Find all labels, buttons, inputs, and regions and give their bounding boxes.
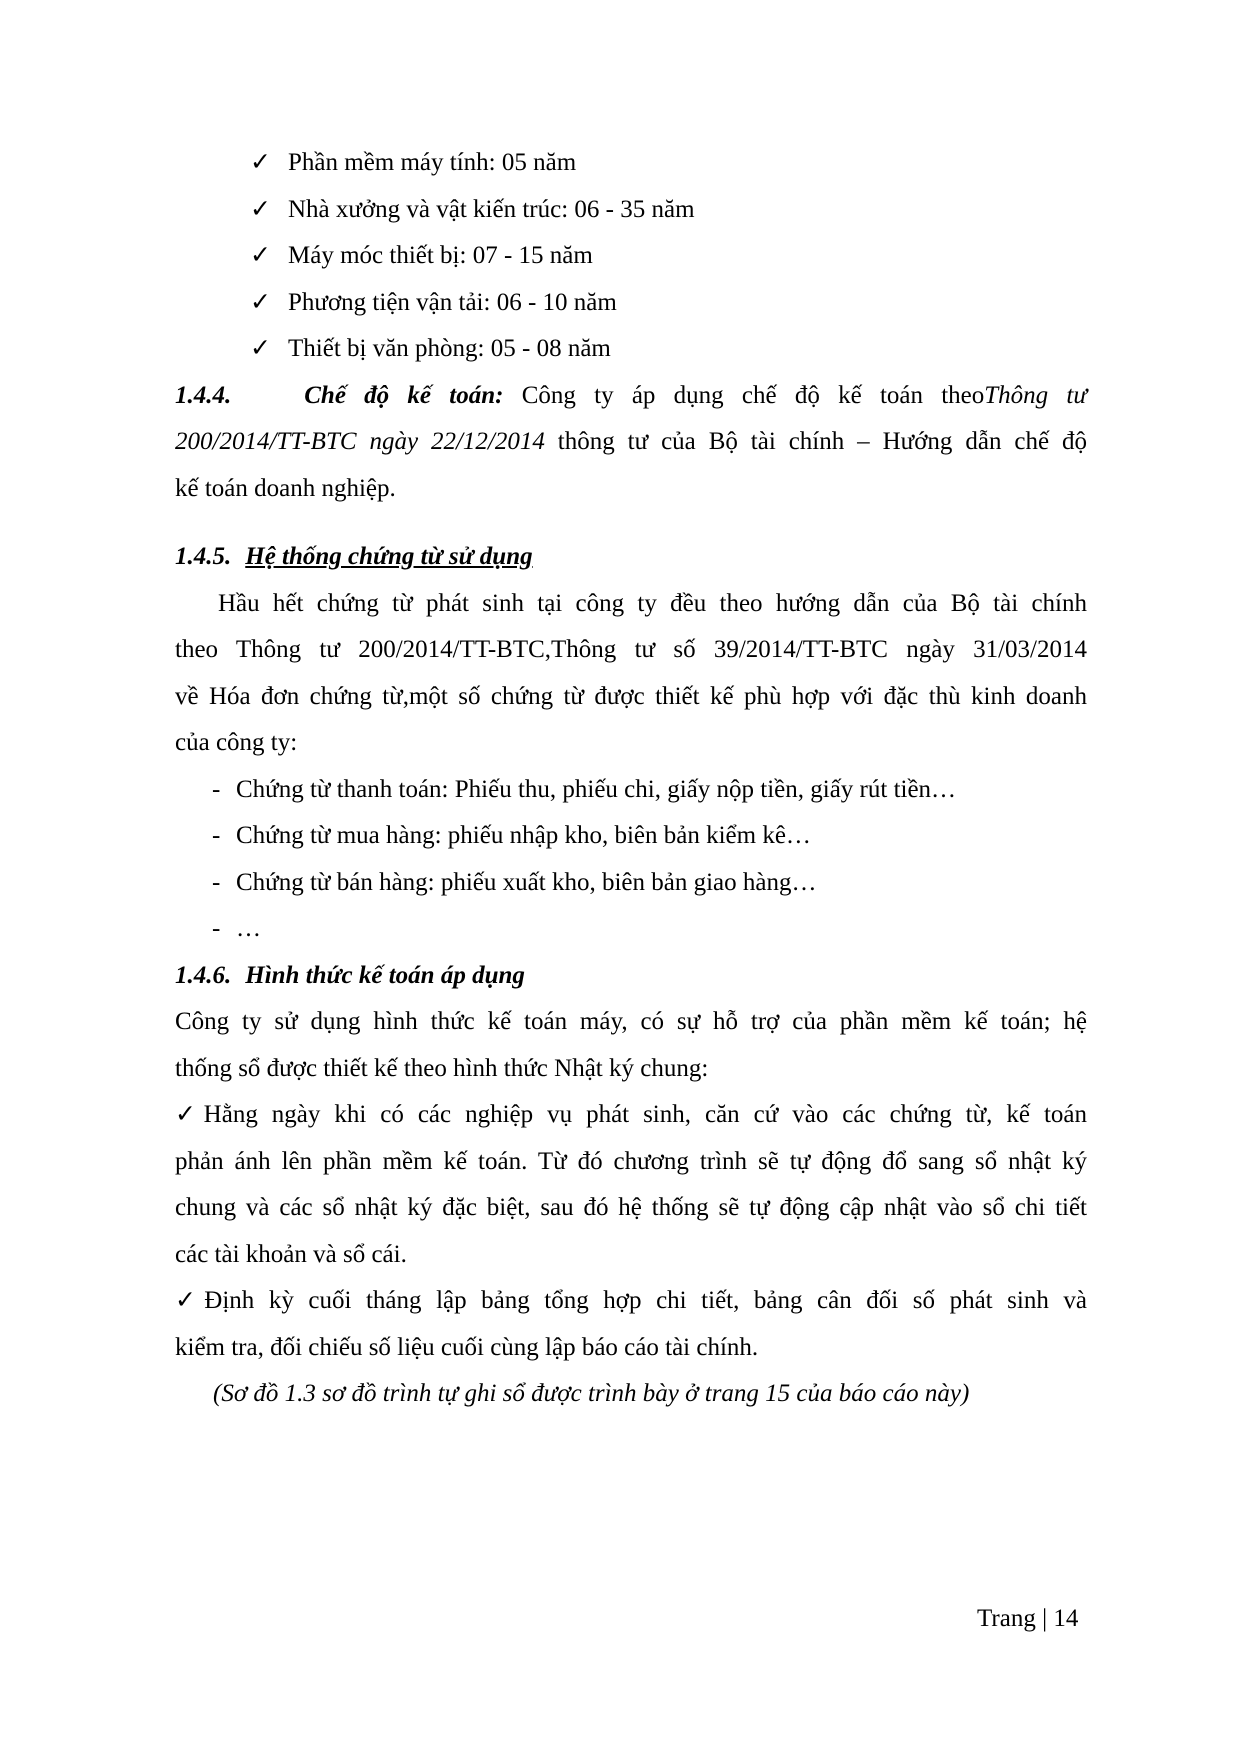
check-icon: ✓ [250, 149, 271, 176]
check-icon: ✓ [250, 242, 271, 269]
section-145-para-line: theo Thông tư 200/2014/TT-BTC,Thông tư số 39/2014/TT-BTC ngày 31/03/2014 [175, 636, 1087, 663]
section-144-line-2 [175, 427, 1087, 457]
dash-bullet: - [212, 869, 221, 896]
list-item-text: … [236, 915, 261, 942]
list-item-text: Phần mềm máy tính: 05 năm [288, 149, 577, 176]
check-icon: ✓ [250, 289, 271, 316]
list-item [250, 334, 611, 364]
list-item [212, 775, 956, 805]
list-item-text: Máy móc thiết bị: 07 - 15 năm [288, 242, 593, 269]
dash-bullet: - [212, 776, 221, 803]
list-item [250, 241, 593, 271]
section-146-point-1-line [175, 1100, 1087, 1130]
list-item [212, 868, 816, 898]
section-144-line-3: kế toán doanh nghiệp. [175, 475, 396, 502]
check-icon: ✓ [175, 1287, 205, 1314]
check-icon: ✓ [175, 1101, 204, 1128]
footer-label: Trang [977, 1605, 1036, 1632]
diagram-reference-note: (Sơ đồ 1.3 sơ đồ trình tự ghi sổ được trình bày ở trang 15 của báo cáo này) [213, 1380, 970, 1407]
point-text: Định kỳ cuối tháng lập bảng tổng hợp chi tiết, bảng cân đối số phát sinh và [204, 1287, 1088, 1314]
section-146-point-2-line: kiểm tra, đối chiếu số liệu cuối cùng lập báo cáo tài chính. [175, 1334, 759, 1361]
section-146-point-1-line: chung và các sổ nhật ký đặc biệt, sau đó hệ thống sẽ tự động cập nhật vào sổ chi tiết [175, 1194, 1087, 1221]
section-145-para-line: về Hóa đơn chứng từ,một số chứng từ được thiết kế phù hợp với đặc thù kinh doanh [175, 683, 1087, 710]
list-item-text: Chứng từ bán hàng: phiếu xuất kho, biên bản giao hàng… [236, 869, 817, 896]
dash-bullet: - [212, 915, 221, 942]
footer-separator: | [1042, 1605, 1048, 1632]
list-item-text: Chứng từ thanh toán: Phiếu thu, phiếu chi, giấy nộp tiền, giấy rút tiền… [236, 776, 957, 803]
section-146-point-2-line [175, 1286, 1087, 1316]
section-145-title: Hệ thống chứng từ sử dụng [245, 543, 533, 570]
section-144-italic: Thông tư [984, 382, 1088, 409]
section-146-heading [175, 961, 525, 991]
section-145-number: 1.4.5. [175, 543, 232, 570]
section-144-line-1 [175, 381, 1087, 411]
section-145-para-line: Hầu hết chứng từ phát sinh tại công ty đều theo hướng dẫn của Bộ tài chính [218, 590, 1087, 617]
list-item [212, 821, 811, 851]
section-144-number: 1.4.4. [175, 382, 232, 409]
list-item-text: Phương tiện vận tải: 06 - 10 năm [288, 289, 617, 316]
list-item-text: Chứng từ mua hàng: phiếu nhập kho, biên bản kiểm kê… [236, 822, 811, 849]
section-145-para-line: của công ty: [175, 729, 298, 756]
section-145-heading [175, 542, 533, 572]
check-icon: ✓ [250, 335, 271, 362]
page-number: 14 [1053, 1605, 1079, 1632]
section-144-circular: 200/2014/TT-BTC ngày 22/12/2014 [175, 428, 545, 455]
list-item-text: Nhà xưởng và vật kiến trúc: 06 - 35 năm [288, 196, 695, 223]
point-text: Hằng ngày khi có các nghiệp vụ phát sinh, căn cứ vào các chứng từ, kế toán [203, 1101, 1087, 1128]
section-144-title: Chế độ kế toán: [304, 382, 504, 409]
section-146-title: Hình thức kế toán áp dụng [245, 962, 525, 989]
section-146-intro-line: Công ty sử dụng hình thức kế toán máy, có sự hỗ trợ của phần mềm kế toán; hệ [175, 1008, 1087, 1035]
page-footer [977, 1604, 1078, 1634]
list-item [250, 288, 617, 318]
section-146-number: 1.4.6. [175, 962, 232, 989]
section-144-text: thông tư của Bộ tài chính – Hướng dẫn chế độ [544, 428, 1087, 455]
list-item-text: Thiết bị văn phòng: 05 - 08 năm [288, 335, 611, 362]
section-146-point-1-line: các tài khoản và sổ cái. [175, 1241, 407, 1268]
dash-bullet: - [212, 822, 221, 849]
section-146-point-1-line: phản ánh lên phần mềm kế toán. Từ đó chương trình sẽ tự động đổ sang sổ nhật ký [175, 1148, 1087, 1175]
section-144-text: Công ty áp dụng chế độ kế toán theo [521, 382, 985, 409]
list-item [250, 195, 695, 225]
section-146-intro-line: thống sổ được thiết kế theo hình thức Nhật ký chung: [175, 1055, 709, 1082]
list-item [212, 914, 261, 944]
list-item [250, 148, 576, 178]
check-icon: ✓ [250, 196, 271, 223]
